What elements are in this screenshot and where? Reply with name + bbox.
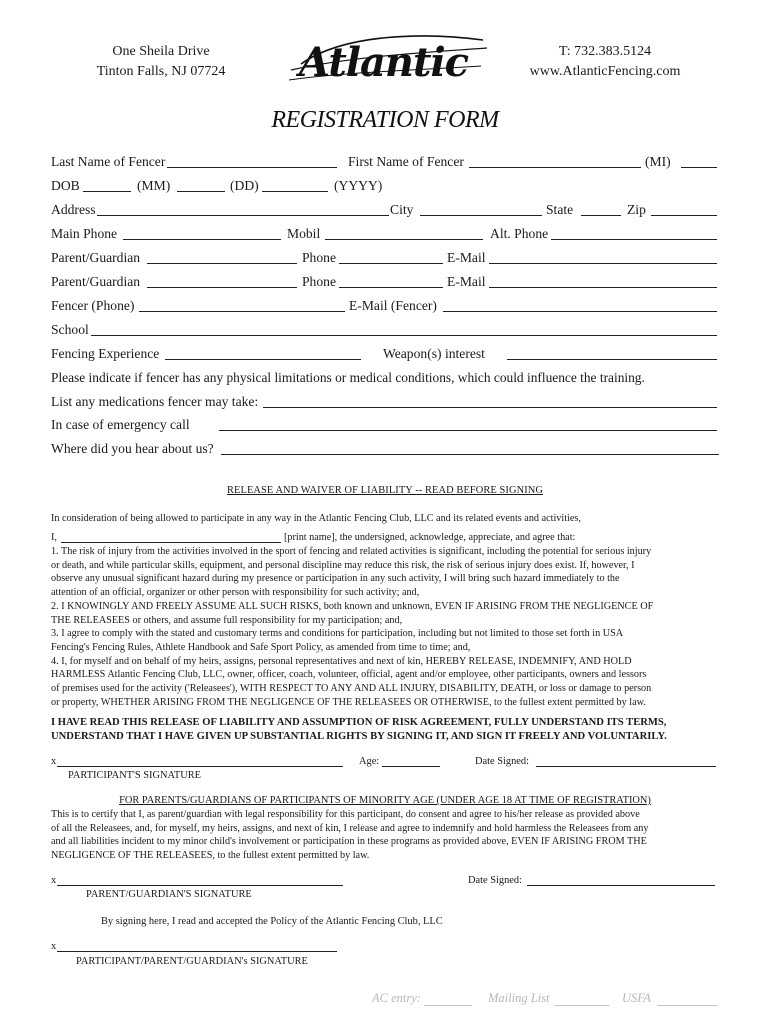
guardian-label: Parent/Guardian	[51, 250, 141, 265]
policy-statement: By signing here, I read and accepted the Policy of the Atlantic Fencing Club, LLC	[101, 916, 443, 927]
mi-field[interactable]	[681, 167, 717, 168]
first-name-label: First Name of Fencer	[348, 154, 464, 169]
x-mark: x	[51, 756, 57, 767]
parent-signature-caption: PARENT/GUARDIAN'S SIGNATURE	[86, 889, 252, 900]
waiver-line: attention of an official, organizer or other person with responsibility for such activity; and,	[51, 587, 420, 599]
medications-field[interactable]	[263, 407, 717, 408]
last-name-field[interactable]	[167, 167, 337, 168]
address-line-1: One Sheila Drive	[112, 44, 210, 59]
dd-label: (DD)	[230, 178, 259, 193]
date-signed-label: Date Signed:	[468, 875, 522, 886]
guardian-2-phone-field[interactable]	[339, 287, 443, 288]
svg-text:Atlantic: Atlantic	[299, 39, 469, 86]
phone-number: T: 732.383.5124	[558, 44, 652, 59]
minor-heading: FOR PARENTS/GUARDIANS OF PARTICIPANTS OF MINORITY AGE (UNDER AGE 18 AT TIME OF REGISTRATION)	[119, 795, 651, 806]
mi-label: (MI)	[645, 154, 671, 169]
fencer-phone-label: Fencer (Phone)	[51, 298, 135, 313]
hear-about-field[interactable]	[221, 454, 719, 455]
date-signed-label: Date Signed:	[475, 756, 529, 767]
waiver-line: Fencing's Fencing Rules, Athlete Handbook and Safe Sport Policy, as amended from time to time; and,	[51, 641, 471, 653]
medications-label: List any medications fencer may take:	[51, 394, 259, 409]
fencing-experience-field[interactable]	[165, 359, 361, 360]
fencer-email-field[interactable]	[443, 311, 717, 312]
mobil-field[interactable]	[325, 239, 483, 240]
state-label: State	[546, 202, 574, 217]
print-name-field[interactable]	[61, 542, 281, 543]
guardian-2-email-label: E-Mail	[447, 274, 486, 289]
school-label: School	[51, 322, 89, 337]
acknowledge-line-2: UNDERSTAND THAT I HAVE GIVEN UP SUBSTANTIAL RIGHTS BY SIGNING IT, AND SIGN IT FREELY AND VOLUNTARILY.	[51, 731, 667, 742]
participant-signature-caption: PARTICIPANT'S SIGNATURE	[68, 770, 201, 781]
waiver-line: or property, WHETHER ARISING FROM THE NEGLIGENCE OF THE RELEASEES OR OTHERWISE, to the fullest extent permitted by law.	[51, 696, 646, 708]
limitations-text: Please indicate if fencer has any physical limitations or medical conditions, which could influence the training.	[51, 370, 645, 385]
school-field[interactable]	[91, 335, 717, 336]
waiver-line: HARMLESS Atlantic Fencing Club, LLC, owner, officer, coach, volunteer, official, agent and/or employee, other participants, owners and lessors	[51, 669, 647, 681]
waiver-line: 3. I agree to comply with the stated and customary terms and conditions for participation, including but not limited to those set forth in USA	[51, 628, 624, 640]
combined-signature-caption: PARTICIPANT/PARENT/GUARDIAN's SIGNATURE	[76, 956, 308, 967]
combined-signature-row	[51, 940, 351, 956]
yyyy-label: (YYYY)	[334, 178, 383, 193]
print-name-prefix: I,	[51, 532, 57, 543]
usfa-field[interactable]	[657, 1005, 717, 1006]
emergency-label: In case of emergency call	[51, 417, 190, 432]
guardian-2-name-field[interactable]	[147, 287, 297, 288]
mailing-list-label: Mailing List	[488, 991, 550, 1005]
zip-label: Zip	[627, 202, 646, 217]
participant-signature-field[interactable]	[57, 766, 343, 767]
emergency-field[interactable]	[219, 430, 717, 431]
combined-signature-field[interactable]	[57, 951, 337, 952]
main-phone-field[interactable]	[123, 239, 281, 240]
dob-month-field[interactable]	[83, 191, 131, 192]
waiver-line: 1. The risk of injury from the activities involved in the sport of fencing and related activities is significant, including the potential for serious injury	[51, 546, 652, 557]
dob-label: DOB	[51, 178, 80, 193]
weapons-interest-field[interactable]	[507, 359, 717, 360]
city-field[interactable]	[420, 215, 542, 216]
waiver-line: of premises used for the activity ('Releasees'), WITH RESPECT TO ANY AND ALL INJURY, DISABILITY, DEATH, or loss or damage to person	[51, 683, 652, 694]
weapons-interest-label: Weapon(s) interest	[383, 346, 485, 361]
age-label: Age:	[359, 756, 380, 767]
waiver-heading: RELEASE AND WAIVER OF LIABILITY -- READ BEFORE SIGNING	[227, 485, 543, 496]
participant-date-field[interactable]	[536, 766, 716, 767]
parent-signature-field[interactable]	[57, 885, 343, 886]
age-field[interactable]	[382, 766, 440, 767]
alt-phone-label: Alt. Phone	[490, 226, 549, 241]
first-name-field[interactable]	[469, 167, 641, 168]
guardian-2-phone-label: Phone	[302, 274, 336, 289]
minor-line: This is to certify that I, as parent/guardian with legal responsibility for this participant, do consent and agree to his/her release as provided above	[51, 809, 640, 820]
waiver-line: THE RELEASEES or others, and assume full responsibility for my participation; and,	[51, 614, 403, 626]
state-field[interactable]	[581, 215, 621, 216]
fencer-phone-field[interactable]	[139, 311, 345, 312]
address-line-2: Tinton Falls, NJ 07724	[96, 64, 226, 79]
guardian-1-email-field[interactable]	[489, 263, 717, 264]
fencer-email-label: E-Mail (Fencer)	[349, 298, 437, 313]
x-mark: x	[51, 875, 57, 886]
acknowledge-line-1: I HAVE READ THIS RELEASE OF LIABILITY AND ASSUMPTION OF RISK AGREEMENT, FULLY UNDERSTAND ITS TERMS,	[51, 717, 667, 728]
guardian-1-email-label: E-Mail	[447, 250, 486, 265]
minor-line: NEGLIGENCE OF THE RELEASEES, to the fullest extent permitted by law.	[51, 850, 370, 862]
zip-field[interactable]	[651, 215, 717, 216]
guardian-2-email-field[interactable]	[489, 287, 717, 288]
waiver-line: or death, and while particular skills, equipment, and personal discipline may reduce this risk, the risk of serious injury does exist. If, however, I	[51, 559, 635, 571]
guardian-1-name-field[interactable]	[147, 263, 297, 264]
parent-date-field[interactable]	[527, 885, 715, 886]
atlantic-logo	[283, 26, 489, 90]
last-name-label: Last Name of Fencer	[51, 154, 166, 169]
mailing-list-field[interactable]	[555, 1005, 609, 1006]
waiver-line: 4. I, for myself and on behalf of my heirs, assigns, personal representatives and next of kin, HEREBY RELEASE, INDEMNIFY, AND HOLD	[51, 655, 632, 667]
guardian-label: Parent/Guardian	[51, 274, 141, 289]
waiver-line: observe any unusual significant hazard during my presence or participation in any such activity, I will bring such hazard immediately to the	[51, 573, 620, 585]
hear-about-label: Where did you hear about us?	[51, 441, 214, 456]
usfa-label: USFA	[622, 991, 651, 1005]
alt-phone-field[interactable]	[551, 239, 717, 240]
dob-day-field[interactable]	[177, 191, 225, 192]
address-label: Address	[51, 202, 96, 217]
mm-label: (MM)	[137, 178, 171, 193]
waiver-line: 2. I KNOWINGLY AND FREELY ASSUME ALL SUCH RISKS, both known and unknown, EVEN IF ARISING FROM THE NEGLIGENCE OF	[51, 600, 654, 612]
mobil-label: Mobil	[287, 226, 321, 241]
city-label: City	[390, 202, 414, 217]
dob-year-field[interactable]	[262, 191, 328, 192]
print-name-suffix: [print name], the undersigned, acknowledge, appreciate, and agree that:	[284, 532, 576, 543]
x-mark: x	[51, 941, 57, 952]
guardian-1-phone-label: Phone	[302, 250, 336, 265]
print-name-row	[51, 531, 576, 545]
page-title: REGISTRATION FORM	[271, 107, 499, 133]
website[interactable]: www.AtlanticFencing.com	[529, 64, 681, 79]
ac-entry-field[interactable]	[424, 1005, 472, 1006]
fencing-experience-label: Fencing Experience	[51, 346, 160, 361]
minor-line: and all liabilities incident to my minor child's involvement or participation in these programs as provided above, EVEN IF ARISING FROM THE	[51, 836, 647, 848]
address-field[interactable]	[97, 215, 389, 216]
minor-line: of all the Releasees, and, for myself, my heirs, assigns, and next of kin, I release and agree to indemnify and hold harmless the Releasees from any	[51, 822, 649, 834]
waiver-intro: In consideration of being allowed to participate in any way in the Atlantic Fencing Club, LLC and its related events and activities,	[51, 513, 581, 524]
guardian-1-phone-field[interactable]	[339, 263, 443, 264]
main-phone-label: Main Phone	[51, 226, 118, 241]
ac-entry-label: AC entry:	[372, 991, 421, 1005]
